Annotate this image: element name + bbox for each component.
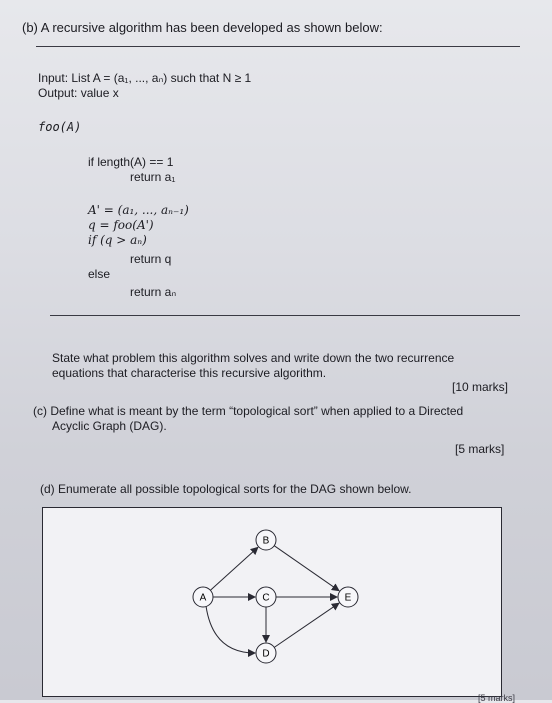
dag-node-d [256,643,276,663]
dag-node-e [338,587,358,607]
code-assign-a-prime: A' = (a₁, ..., aₙ₋₁) [88,203,189,217]
question-b-line1: State what problem this algorithm solves and write down the two recurrence [52,351,455,365]
dag-edge-a-d [206,606,255,653]
divider-top [36,46,520,47]
dag-edge-b-e [274,546,339,591]
dag-edge-d-e [274,603,339,647]
marks-b: [10 marks] [452,380,509,394]
input-line: Input: List A = (a₁, ..., aₙ) such that N ≥ 1 [38,71,252,85]
marks-c: [5 marks] [455,442,505,456]
part-c-line1: (c) Define what is meant by the term “topological sort” when applied to a Directed [33,404,464,418]
dag-edge-a-b [210,547,257,590]
dag-diagram [42,507,502,697]
code-assign-q: q = foo(A') [88,218,154,232]
footer-partial-marks: [5 marks] [478,693,516,703]
code-return-a1: return a₁ [130,170,176,184]
dag-svg [43,508,501,696]
dag-node-label: E [344,592,352,604]
code-else: else [88,267,111,281]
dag-node-label: D [262,648,270,660]
question-b-line2: equations that characterise this recursive algorithm. [52,366,327,380]
output-line: Output: value x [38,86,119,100]
dag-node-label: A [199,592,207,604]
code-if-q: if (q > aₙ) [88,233,147,247]
dag-node-c [256,587,276,607]
dag-node-label: B [262,535,270,547]
part-b-heading: (b) A recursive algorithm has been developed as shown below: [22,20,383,35]
part-c-line2: Acyclic Graph (DAG). [52,419,167,433]
dag-node-label: C [262,592,270,604]
dag-node-a [193,587,213,607]
divider-bottom [50,315,520,316]
code-return-an: return aₙ [130,285,177,299]
part-d-heading: (d) Enumerate all possible topological sorts for the DAG shown below. [40,482,412,496]
function-name: foo(A) [38,120,82,134]
code-if-length: if length(A) == 1 [88,155,174,169]
code-return-q: return q [130,252,172,266]
dag-node-b [256,530,276,550]
